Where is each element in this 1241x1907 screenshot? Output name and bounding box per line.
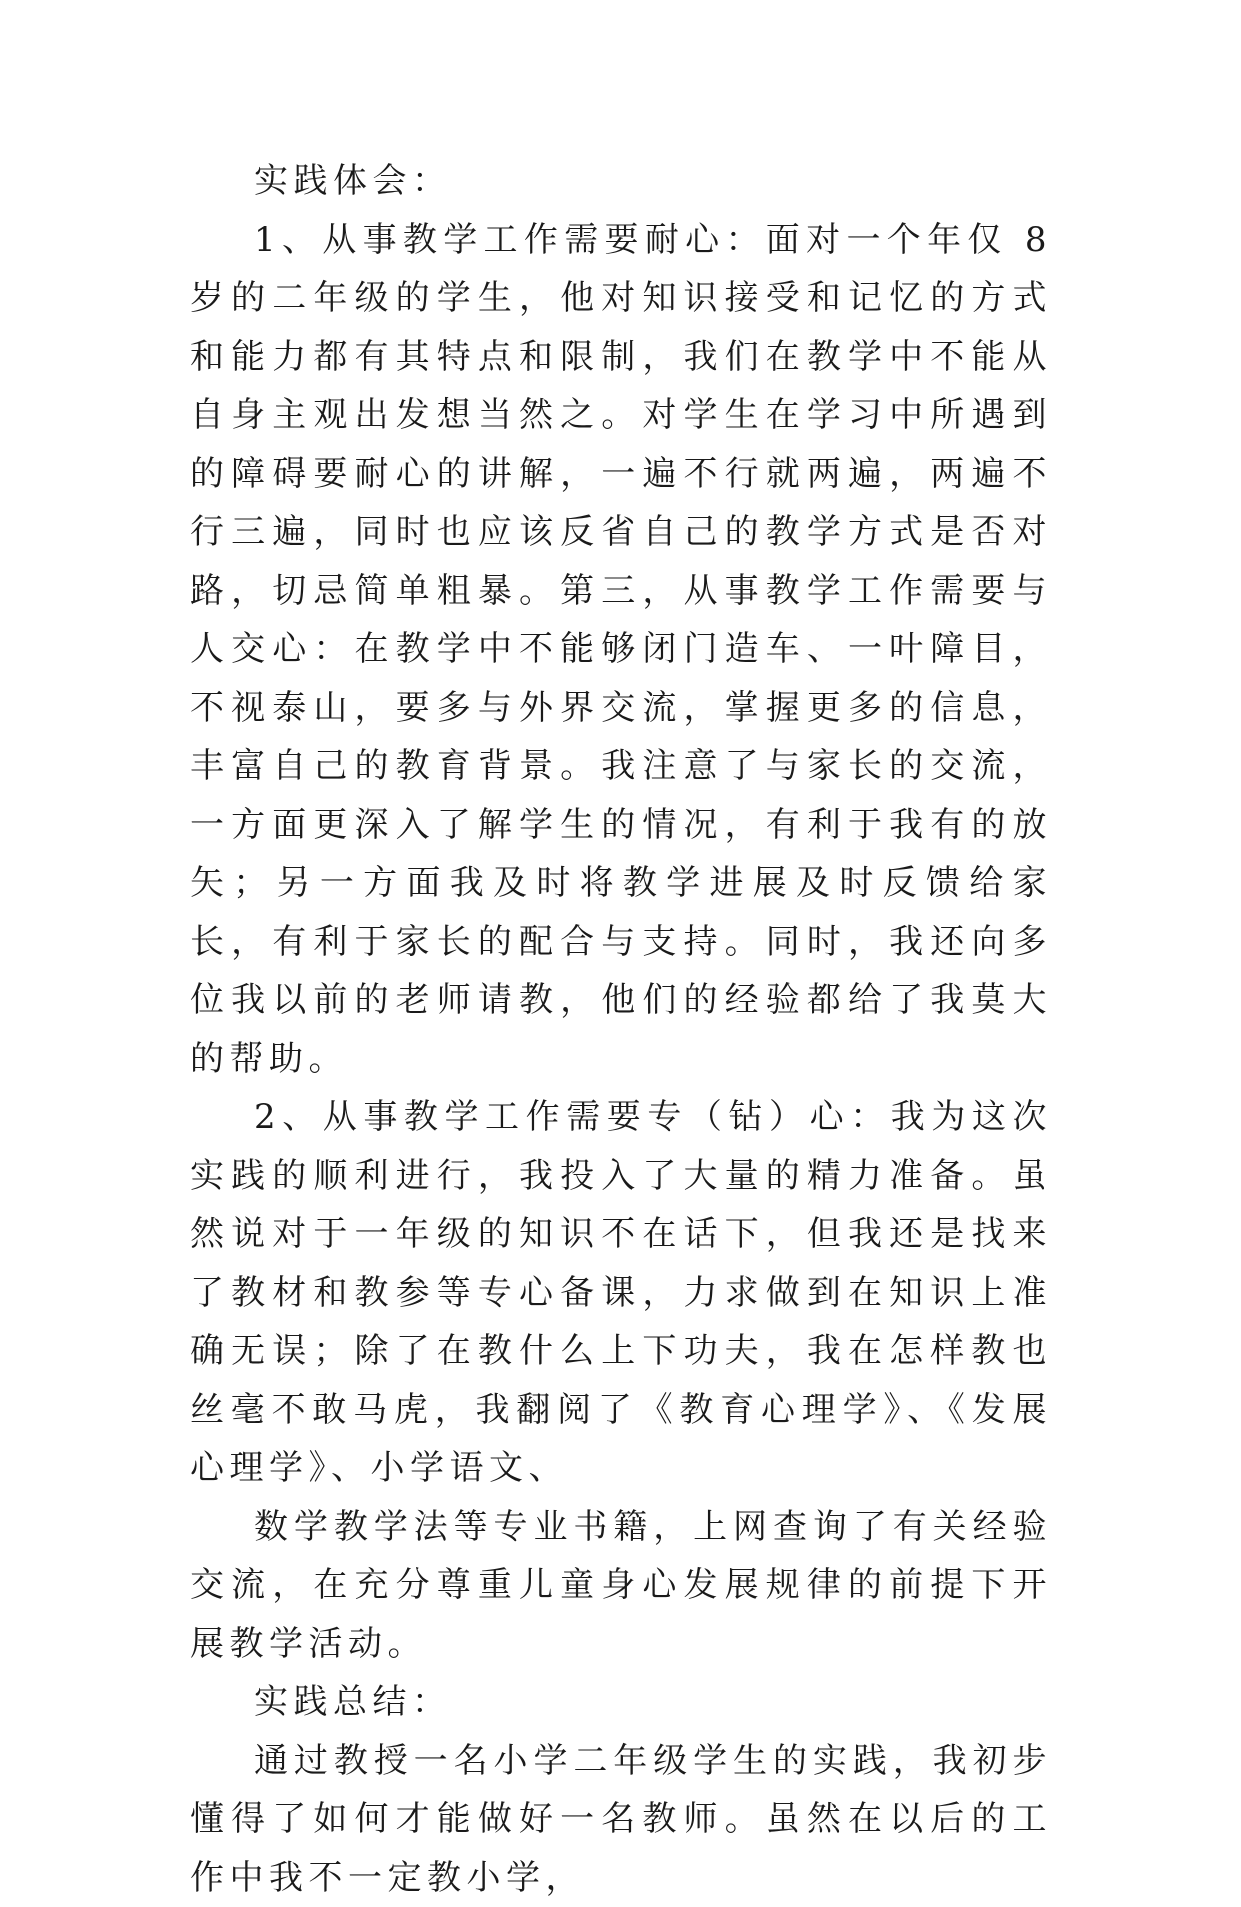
paragraph-teaching-methods: 数学教学法等专业书籍，上网查询了有关经验交流，在充分尊重儿童身心发展规律的前提下开展教学活动。 <box>190 1498 1052 1674</box>
document-body <box>190 152 1052 1907</box>
paragraph-summary: 通过教授一名小学二年级学生的实践，我初步懂得了如何才能做好一名教师。虽然在以后的工作中我不一定教小学， <box>190 1732 1052 1907</box>
heading-practice-summary: 实践总结： <box>190 1673 1052 1732</box>
heading-practice-experience: 实践体会： <box>190 152 1052 211</box>
paragraph-dedication: 2、从事教学工作需要专（钻）心：我为这次实践的顺利进行，我投入了大量的精力准备。虽然说对于一年级的知识不在话下，但我还是找来了教材和教参等专心备课，力求做到在知识上准确无误；除了在教什么上下功夫，我在怎样教也丝毫不敢马虎，我翻阅了《教育心理学》、《发展心理学》、小学语文、 <box>190 1088 1052 1498</box>
paragraph-patience: 1、从事教学工作需要耐心：面对一个年仅 8 岁的二年级的学生，他对知识接受和记忆的方式和能力都有其特点和限制，我们在教学中不能从自身主观出发想当然之。对学生在学习中所遇到的障碍要耐心的讲解，一遍不行就两遍，两遍不行三遍，同时也应该反省自己的教学方式是否对路，切忌简单粗暴。第三，从事教学工作需要与人交心：在教学中不能够闭门造车、一叶障目，不视泰山，要多与外界交流，掌握更多的信息，丰富自己的教育背景。我注意了与家长的交流，一方面更深入了解学生的情况，有利于我有的放矢；另一方面我及时将教学进展及时反馈给家长，有利于家长的配合与支持。同时，我还向多位我以前的老师请教，他们的经验都给了我莫大的帮助。 <box>190 211 1052 1089</box>
